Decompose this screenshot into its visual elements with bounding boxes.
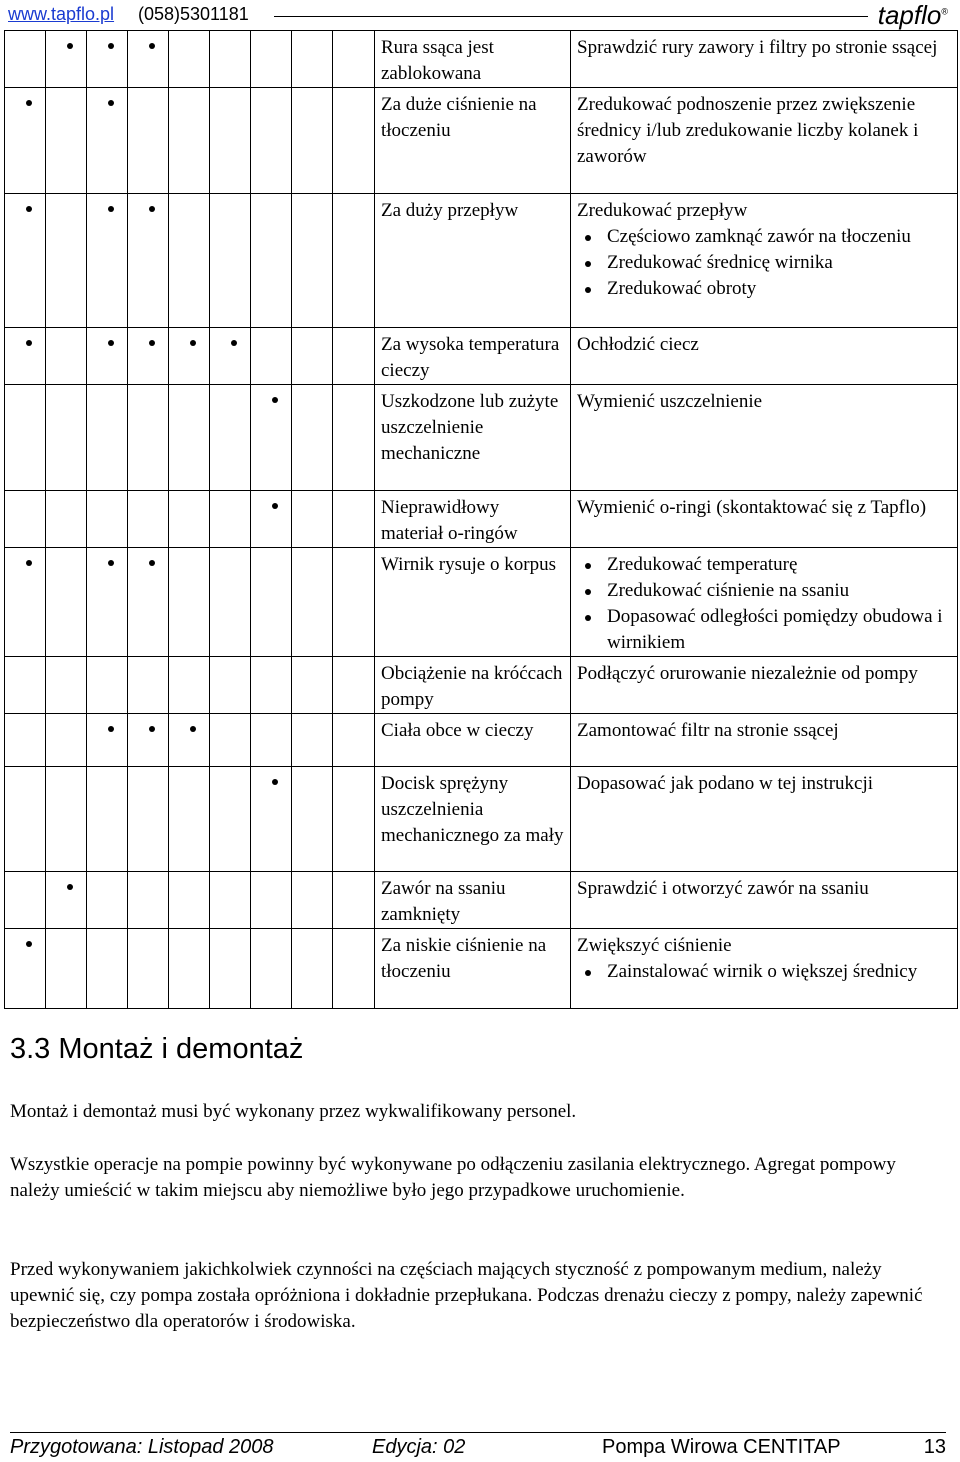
remedy-cell <box>571 548 958 657</box>
symptom-cell <box>210 385 251 491</box>
bullet-mark <box>190 726 196 732</box>
cause-text: Za duże ciśnienie na tłoczeniu <box>381 94 537 141</box>
symptom-cell <box>5 31 46 88</box>
bullet-mark <box>67 43 73 49</box>
table-row <box>5 548 958 657</box>
remedy-cell <box>571 872 958 929</box>
cause-cell <box>375 385 571 491</box>
remedy-subitem: Częściowo zamknąć zawór na tłoczeniu <box>607 224 951 250</box>
symptom-cell <box>292 929 333 1009</box>
symptom-cell <box>5 328 46 385</box>
symptom-cell <box>333 491 375 548</box>
symptom-cell <box>5 491 46 548</box>
symptom-cell <box>333 872 375 929</box>
symptom-cell <box>210 88 251 194</box>
symptom-cell <box>251 714 292 767</box>
symptom-cell <box>169 491 210 548</box>
symptom-cell <box>46 385 87 491</box>
phone-number: (058)5301181 <box>138 4 249 24</box>
page-header <box>8 2 952 30</box>
symptom-cell <box>169 548 210 657</box>
remedy-text: Sprawdzić rury zawory i filtry po stronie ssącej <box>577 37 938 58</box>
remedy-sublist <box>577 552 951 656</box>
symptom-cell <box>251 929 292 1009</box>
bullet-mark <box>26 206 32 212</box>
symptom-cell <box>210 872 251 929</box>
symptom-cell <box>128 714 169 767</box>
symptom-cell <box>333 88 375 194</box>
symptom-cell <box>46 491 87 548</box>
bullet-mark <box>190 340 196 346</box>
cause-cell <box>375 767 571 872</box>
footer-product: Pompa Wirowa CENTITAP <box>602 1436 841 1458</box>
remedy-cell <box>571 328 958 385</box>
table-row <box>5 714 958 767</box>
symptom-cell <box>292 385 333 491</box>
symptom-cell <box>292 767 333 872</box>
symptom-cell <box>46 657 87 714</box>
cause-text: Za duży przepływ <box>381 200 519 221</box>
remedy-subitem: Zredukować temperaturę <box>607 552 951 578</box>
symptom-cell <box>251 657 292 714</box>
cause-cell <box>375 548 571 657</box>
symptom-cell <box>5 88 46 194</box>
bullet-mark <box>108 726 114 732</box>
symptom-cell <box>128 88 169 194</box>
bullet-mark <box>67 884 73 890</box>
symptom-cell <box>333 929 375 1009</box>
remedy-text: Zredukować podnoszenie przez zwiększenie średnicy i/lub zredukowanie liczby kolanek i zaworów <box>577 94 919 167</box>
bullet-mark <box>149 560 155 566</box>
symptom-cell <box>5 657 46 714</box>
symptom-cell <box>128 491 169 548</box>
symptom-cell <box>169 657 210 714</box>
table-row <box>5 657 958 714</box>
symptom-cell <box>251 328 292 385</box>
symptom-cell <box>292 194 333 328</box>
cause-cell <box>375 31 571 88</box>
bullet-mark <box>149 340 155 346</box>
bullet-mark <box>272 397 278 403</box>
symptom-cell <box>5 194 46 328</box>
remedy-cell <box>571 657 958 714</box>
bullet-mark <box>149 206 155 212</box>
symptom-cell <box>251 385 292 491</box>
symptom-cell <box>87 929 128 1009</box>
troubleshooting-table <box>4 30 958 1009</box>
symptom-cell <box>87 714 128 767</box>
symptom-cell <box>87 328 128 385</box>
symptom-cell <box>46 88 87 194</box>
symptom-cell <box>169 714 210 767</box>
symptom-cell <box>169 872 210 929</box>
symptom-cell <box>210 194 251 328</box>
cause-text: Docisk sprężyny uszczelnienia mechanicznego za mały <box>381 773 564 846</box>
symptom-cell <box>87 88 128 194</box>
table-row <box>5 767 958 872</box>
remedy-sublist <box>577 959 951 985</box>
symptom-cell <box>128 872 169 929</box>
symptom-cell <box>292 88 333 194</box>
symptom-cell <box>333 194 375 328</box>
symptom-cell <box>128 328 169 385</box>
symptom-cell <box>333 548 375 657</box>
cause-cell <box>375 657 571 714</box>
symptom-cell <box>5 714 46 767</box>
cause-text: Za niskie ciśnienie na tłoczeniu <box>381 935 547 982</box>
remedy-cell <box>571 194 958 328</box>
footer-edition: Edycja: 02 <box>372 1436 466 1458</box>
symptom-cell <box>292 657 333 714</box>
page-footer <box>10 1432 946 1462</box>
symptom-cell <box>251 872 292 929</box>
symptom-cell <box>169 929 210 1009</box>
remedy-cell <box>571 767 958 872</box>
website-link[interactable]: www.tapflo.pl <box>8 4 115 24</box>
symptom-cell <box>5 548 46 657</box>
remedy-text: Wymienić o-ringi (skontaktować się z Tapflo) <box>577 497 927 518</box>
table-row <box>5 194 958 328</box>
symptom-cell <box>5 385 46 491</box>
cause-text: Za wysoka temperatura cieczy <box>381 334 560 381</box>
symptom-cell <box>210 31 251 88</box>
remedy-cell <box>571 929 958 1009</box>
bullet-mark <box>272 503 278 509</box>
symptom-cell <box>210 657 251 714</box>
footer-prepared: Przygotowana: Listopad 2008 <box>10 1436 274 1458</box>
remedy-subitem: Zredukować obroty <box>607 276 951 302</box>
symptom-cell <box>169 31 210 88</box>
symptom-cell <box>46 194 87 328</box>
remedy-cell <box>571 491 958 548</box>
symptom-cell <box>46 328 87 385</box>
symptom-cell <box>87 767 128 872</box>
symptom-cell <box>169 767 210 872</box>
symptom-cell <box>251 31 292 88</box>
remedy-text: Wymienić uszczelnienie <box>577 391 763 412</box>
symptom-cell <box>87 194 128 328</box>
symptom-cell <box>210 491 251 548</box>
symptom-cell <box>128 31 169 88</box>
symptom-cell <box>87 657 128 714</box>
remedy-subitem: Zainstalować wirnik o większej średnicy <box>607 959 951 985</box>
bullet-mark <box>26 560 32 566</box>
symptom-cell <box>46 31 87 88</box>
remedy-text: Sprawdzić i otworzyć zawór na ssaniu <box>577 878 869 899</box>
symptom-cell <box>128 548 169 657</box>
remedy-subitem: Zredukować ciśnienie na ssaniu <box>607 578 951 604</box>
symptom-cell <box>210 328 251 385</box>
table-row <box>5 328 958 385</box>
symptom-cell <box>210 548 251 657</box>
section-heading: 3.3 Montaż i demontaż <box>10 1033 304 1065</box>
symptom-cell <box>169 88 210 194</box>
symptom-cell <box>46 872 87 929</box>
table-row <box>5 385 958 491</box>
symptom-cell <box>46 714 87 767</box>
paragraph-qualified-personnel: Montaż i demontaż musi być wykonany przez wykwalifikowany personel. <box>10 1101 577 1122</box>
remedy-text: Ochłodzić ciecz <box>577 334 699 355</box>
table-row <box>5 88 958 194</box>
symptom-cell <box>5 872 46 929</box>
table-row <box>5 929 958 1009</box>
header-rule <box>274 16 868 17</box>
symptom-cell <box>251 194 292 328</box>
symptom-cell <box>292 491 333 548</box>
symptom-cell <box>292 714 333 767</box>
cause-cell <box>375 88 571 194</box>
symptom-cell <box>333 385 375 491</box>
footer-rule <box>10 1432 946 1433</box>
cause-cell <box>375 328 571 385</box>
symptom-cell <box>169 328 210 385</box>
cause-cell <box>375 714 571 767</box>
symptom-cell <box>87 872 128 929</box>
symptom-cell <box>5 767 46 872</box>
bullet-mark <box>108 340 114 346</box>
cause-text: Ciała obce w cieczy <box>381 720 534 741</box>
symptom-cell <box>87 385 128 491</box>
symptom-cell <box>128 657 169 714</box>
cause-text: Obciążenie na króćcach pompy <box>381 663 563 710</box>
remedy-cell <box>571 714 958 767</box>
cause-cell <box>375 194 571 328</box>
cause-cell <box>375 491 571 548</box>
bullet-mark <box>231 340 237 346</box>
footer-page-number: 13 <box>923 1436 946 1458</box>
symptom-cell <box>333 714 375 767</box>
remedy-cell <box>571 31 958 88</box>
symptom-cell <box>333 31 375 88</box>
symptom-cell <box>87 31 128 88</box>
symptom-cell <box>251 88 292 194</box>
remedy-text: Dopasować jak podano w tej instrukcji <box>577 773 874 794</box>
bullet-mark <box>26 100 32 106</box>
remedy-sublist <box>577 224 951 302</box>
cause-text: Nieprawidłowy materiał o-ringów <box>381 497 518 544</box>
bullet-mark <box>108 43 114 49</box>
symptom-cell <box>5 929 46 1009</box>
bullet-mark <box>272 779 278 785</box>
remedy-subitem: Dopasować odległości pomiędzy obudowa i wirnikiem <box>607 604 951 656</box>
symptom-cell <box>210 767 251 872</box>
remedy-text: Zamontować filtr na stronie ssącej <box>577 720 839 741</box>
remedy-subitem: Zredukować średnicę wirnika <box>607 250 951 276</box>
symptom-cell <box>128 194 169 328</box>
symptom-cell <box>292 328 333 385</box>
symptom-cell <box>169 385 210 491</box>
tapflo-logo: tapflo® <box>877 0 948 30</box>
symptom-cell <box>46 548 87 657</box>
symptom-cell <box>333 767 375 872</box>
symptom-cell <box>333 657 375 714</box>
symptom-cell <box>333 328 375 385</box>
symptom-cell <box>210 929 251 1009</box>
bullet-mark <box>26 941 32 947</box>
remedy-text: Zredukować przepływ <box>577 200 748 221</box>
symptom-cell <box>292 872 333 929</box>
symptom-cell <box>292 31 333 88</box>
table-row <box>5 491 958 548</box>
bullet-mark <box>149 726 155 732</box>
bullet-mark <box>108 206 114 212</box>
cause-text: Zawór na ssaniu zamknięty <box>381 878 506 925</box>
symptom-cell <box>128 929 169 1009</box>
symptom-cell <box>251 548 292 657</box>
symptom-cell <box>292 548 333 657</box>
remedy-text: Podłączyć orurowanie niezależnie od pompy <box>577 663 918 684</box>
table-row <box>5 872 958 929</box>
symptom-cell <box>210 714 251 767</box>
symptom-cell <box>169 194 210 328</box>
symptom-cell <box>46 929 87 1009</box>
cause-cell <box>375 872 571 929</box>
remedy-cell <box>571 88 958 194</box>
symptom-cell <box>251 767 292 872</box>
cause-text: Uszkodzone lub zużyte uszczelnienie mechaniczne <box>381 391 559 464</box>
cause-cell <box>375 929 571 1009</box>
symptom-cell <box>87 491 128 548</box>
symptom-cell <box>87 548 128 657</box>
symptom-cell <box>251 491 292 548</box>
table-row <box>5 31 958 88</box>
symptom-cell <box>128 767 169 872</box>
paragraph-power-disconnect: Wszystkie operacje na pompie powinny być wykonywane po odłączeniu zasilania elektrycznego. Agregat pompowy należy umieścić w takim miejscu aby niemożliwe było jego przypadkowe uruchomienie. <box>10 1154 896 1201</box>
symptom-cell <box>128 385 169 491</box>
paragraph-drain-safety: Przed wykonywaniem jakichkolwiek czynności na częściach mających styczność z pompowanym medium, należy upewnić się, czy pompa została opróżniona i dokładnie przepłukana. Podczas drenażu cieczy z pompy, należy zapewnić bezpieczeństwo dla operatorów i środowiska. <box>10 1259 923 1332</box>
bullet-mark <box>26 340 32 346</box>
remedy-text: Zwiększyć ciśnienie <box>577 935 732 956</box>
symptom-cell <box>46 767 87 872</box>
remedy-cell <box>571 385 958 491</box>
cause-text: Wirnik rysuje o korpus <box>381 554 556 575</box>
cause-text: Rura ssąca jest zablokowana <box>381 37 494 84</box>
bullet-mark <box>149 43 155 49</box>
bullet-mark <box>108 100 114 106</box>
bullet-mark <box>108 560 114 566</box>
